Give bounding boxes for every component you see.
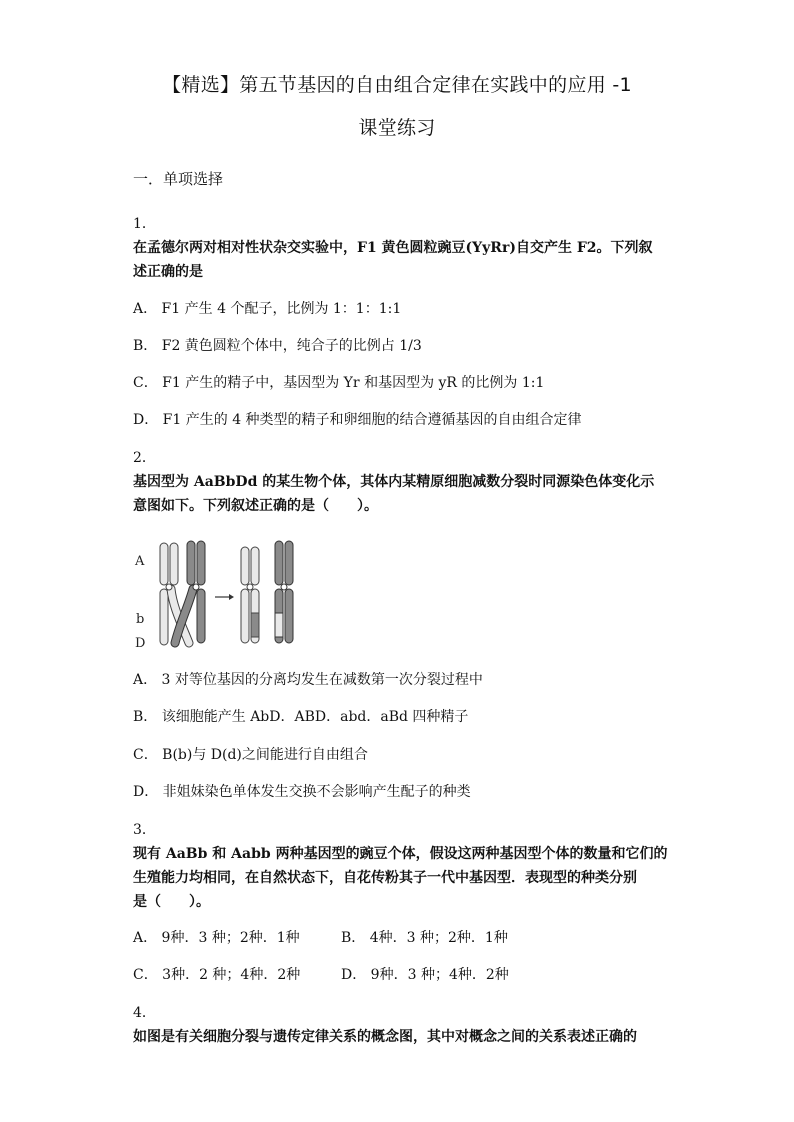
question-3-stem-line-3: 是（ ）。 [133,894,210,910]
question-1-number: 1． [133,216,156,232]
question-3-option-b: B． 4种．3 种；2种．1种 [341,930,508,946]
chromosome-pair-before [160,541,205,645]
question-2-option-a: A． 3 对等位基因的分离均发生在减数第一次分裂过程中 [133,672,483,688]
question-2-option-c: C． B(b)与 D(d)之间能进行自由组合 [133,747,368,763]
figure-label-a: A [135,554,145,569]
question-3-stem-line-1: 现有 AaBb 和 Aabb 两种基因型的豌豆个体，假设这两种基因型个体的数量和它们的 [133,846,668,862]
page-title-line-2: 课堂练习 [358,117,436,139]
question-3-options-row-2 [133,965,509,985]
page-title-line-1: 【精选】第五节基因的自由组合定律在实践中的应用 -1 [162,74,632,96]
question-1-option-a: A． F1 产生 4 个配子，比例为 1：1：1:1 [133,301,402,317]
figure-label-d: D [135,636,146,651]
question-1-option-c: C． F1 产生的精子中，基因型为 Yr 和基因型为 yR 的比例为 1:1 [133,375,545,391]
question-2-option-b: B． 该细胞能产生 AbD．ABD．abd．aBd 四种精子 [133,709,469,725]
arrow-icon [215,594,234,600]
question-3-number: 3． [133,822,156,838]
question-1-option-b: B． F2 黄色圆粒个体中，纯合子的比例占 1/3 [133,338,422,354]
chromosome-pair-after [241,541,293,643]
question-2-stem-line-1: 基因型为 AaBbDd 的某生物个体，其体内某精原细胞减数分裂时同源染色体变化示 [133,474,655,490]
question-1-stem-line-2: 述正确的是 [133,264,203,280]
question-3-option-d: D． 9种．3 种；4种．2种 [341,967,509,983]
question-4-stem-line-1: 如图是有关细胞分裂与遗传定律关系的概念图，其中对概念之间的关系表述正确的 [133,1029,637,1045]
question-1-option-d: D． F1 产生的 4 种类型的精子和卵细胞的结合遵循基因的自由组合定律 [133,412,582,428]
question-3-option-a: A． 9种．3 种；2种．1种 [133,930,300,946]
question-1-stem-line-1: 在孟德尔两对相对性状杂交实验中，F1 黄色圆粒豌豆(YyRr)自交产生 F2。下列叙 [133,240,653,256]
question-3-options-row-1 [133,928,508,948]
question-3-option-c: C． 3种．2 种；4种．2种 [133,967,301,983]
chromosome-crossover-figure [133,535,333,653]
question-3-stem-line-2: 生殖能力均相同，在自然状态下，自花传粉其子一代中基因型．表现型的种类分别 [133,870,637,886]
question-4-number: 4． [133,1005,156,1021]
section-heading: 一．单项选择 [133,170,224,188]
question-2-option-d: D． 非姐妹染色单体发生交换不会影响产生配子的种类 [133,784,471,800]
question-2-number: 2． [133,450,156,466]
figure-label-b: b [136,612,145,627]
question-2-stem-line-2: 意图如下。下列叙述正确的是（ ）。 [133,498,378,514]
